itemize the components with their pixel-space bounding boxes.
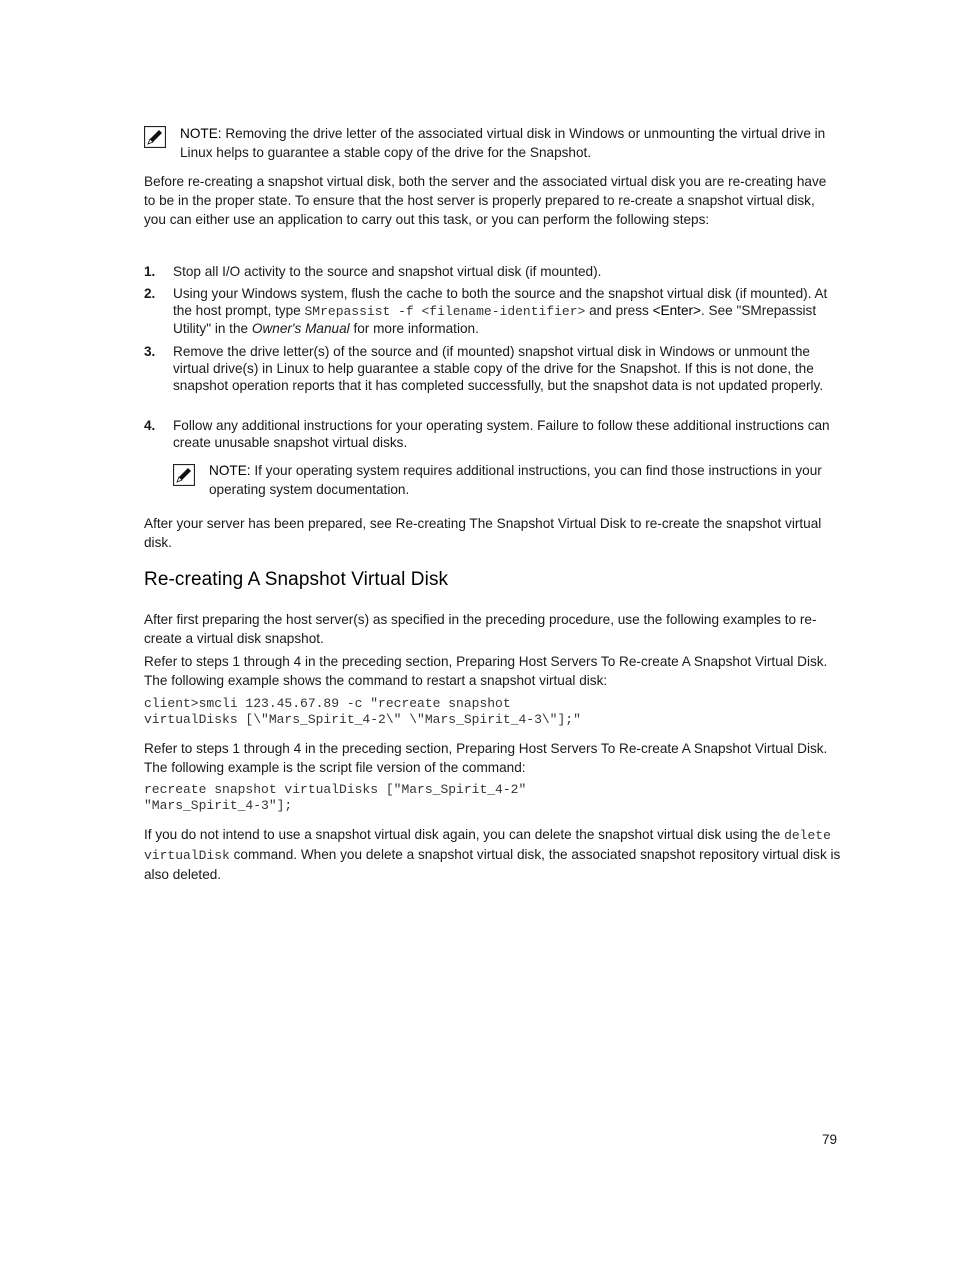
step-text-part: and press [585,303,653,318]
note-label: NOTE: [180,126,222,141]
inline-code: delete virtualDisk [144,828,831,863]
final-text-part: If you do not intend to use a snapshot virtual disk again, you can delete the snapshot virtual disk using the [144,827,785,842]
step-text-part: Using your Windows system, flush the cache to both the source and the snapshot virtual disk (if mounted). At the host prompt, type [173,286,828,318]
list-item [144,417,840,451]
section-paragraph: Refer to steps 1 through 4 in the preceding section, Preparing Host Servers To Re-create A Snapshot Virtual Disk. The following example is the script file version of the command: [144,741,828,775]
list-item [144,285,840,337]
list-item [144,343,840,394]
final-text-part: command. When you delete a snapshot virtual disk, the associated snapshot repository virtual disk is also deleted. [144,847,841,882]
step-text-part: for more information. [349,321,479,336]
note-text [180,124,840,162]
code-block: recreate snapshot virtualDisks ["Mars_Spirit_4-2" "Mars_Spirit_4-3"]; [144,782,527,813]
step-text: Remove the drive letter(s) of the source and (if mounted) snapshot virtual disk in Windows or unmount the virtual drive(s) in Linux to help guarantee a stable copy of the drive for the Snapshot. If this is not done, the snapshot operation reports that it has completed successfully, but the snapshot data is not updated properly. [173,344,824,393]
step-text-part: . See "SMrepassist Utility" in the [173,303,817,336]
final-paragraph [144,825,844,884]
note-block [173,461,840,499]
step-number: 4. [144,418,156,433]
step-text [173,285,840,337]
note-block [144,124,840,162]
note-text [209,461,839,499]
section-paragraph: After first preparing the host server(s) as specified in the preceding procedure, use the following examples to re-create a virtual disk snapshot. [144,612,817,646]
enter-key: <Enter> [652,303,701,318]
note-body: If your operating system requires additional instructions, you can find those instructions in your operating system documentation. [209,463,822,497]
step-number: 3. [144,344,156,359]
step-number: 2. [144,286,156,301]
intro-paragraph: Before re-creating a snapshot virtual disk, both the server and the associated virtual disk you are re-creating have to be in the proper state. To ensure that the host server is properly prepared to re-create a snapshot virtual disk, you can either use an application to carry out this task, or you can perform the following steps: [144,174,827,227]
note-body: Removing the drive letter of the associated virtual disk in Windows or unmounting the virtual drive in Linux helps to guarantee a stable copy of the drive for the Snapshot. [180,126,826,160]
section-heading: Re-creating A Snapshot Virtual Disk [144,569,449,590]
list-item [144,263,840,280]
step-number: 1. [144,264,156,279]
pencil-note-icon [173,464,195,486]
section-paragraph: Refer to steps 1 through 4 in the preceding section, Preparing Host Servers To Re-create A Snapshot Virtual Disk. The following example shows the command to restart a snapshot virtual disk: [144,654,828,688]
manual-title: Owner's Manual [251,321,350,336]
note-label: NOTE: [209,463,251,478]
step-text: Stop all I/O activity to the source and snapshot virtual disk (if mounted). [173,264,602,279]
page-number: 79 [822,1132,838,1147]
inline-code: SMrepassist -f <filename-identifier> [304,304,586,319]
after-paragraph: After your server has been prepared, see Re-creating The Snapshot Virtual Disk to re-create the snapshot virtual disk. [144,516,822,550]
step-text: Follow any additional instructions for your operating system. Failure to follow these additional instructions can create unusable snapshot virtual disks. [173,418,830,450]
code-block: client>smcli 123.45.67.89 -c "recreate snapshot virtualDisks [\"Mars_Spirit_4-2\" \"Mars_Spirit_4-3\"];" [144,696,581,727]
pencil-note-icon [144,126,166,148]
